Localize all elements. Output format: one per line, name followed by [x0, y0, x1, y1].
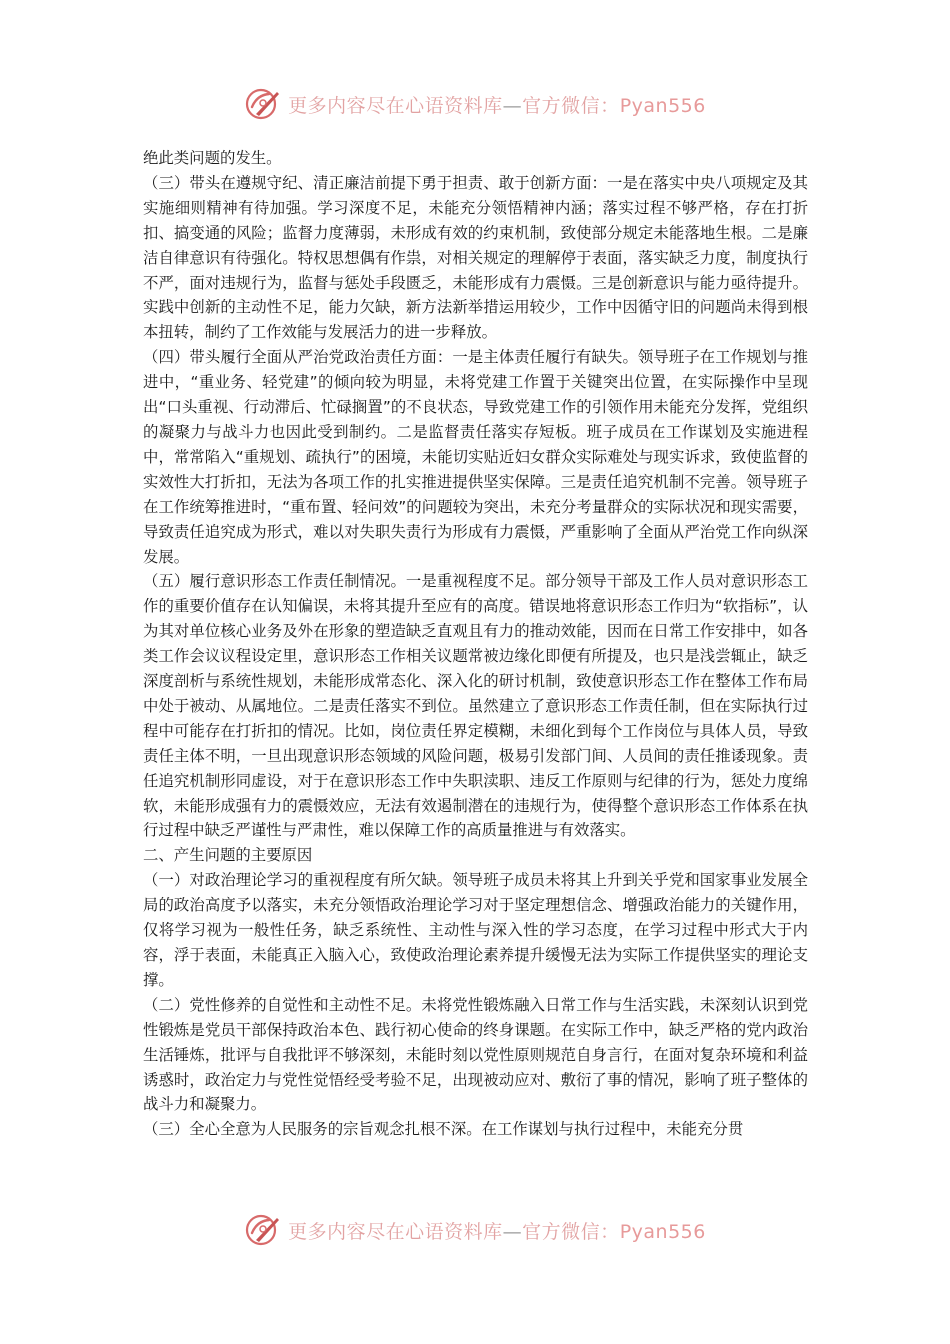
- document-body: [143, 146, 808, 1142]
- banner-separator: —: [502, 94, 523, 117]
- header-banner: [0, 84, 950, 124]
- footer-banner: [0, 1210, 950, 1250]
- paragraph: （二）党性修养的自觉性和主动性不足。未将党性锻炼融入日常工作与生活实践，未深刻认识到党性锻炼是党员干部保持政治本色、践行初心使命的终身课题。在实际工作中，缺乏严格的党内政治生活锤炼，批评与自我批评不够深刻，未能时刻以党性原则规范自身言行，在面对复杂环境和利益诱惑时，政治定力与党性觉悟经受考验不足，出现被动应对、敷衍了事的情况，影响了班子整体的战斗力和凝聚力。: [143, 995, 808, 1114]
- section-heading: 二、产生问题的主要原因: [143, 846, 313, 865]
- paragraph: （三）全心全意为人民服务的宗旨观念扎根不深。在工作谋划与执行过程中，未能充分贯: [143, 1120, 744, 1139]
- banner-wechat-handle: Pyan556: [619, 1220, 706, 1243]
- paragraph: （一）对政治理论学习的重视程度有所欠缺。领导班子成员未将其上升到关乎党和国家事业发展全局的政治高度予以落实，未充分领悟政治理论学习对于坚定理想信念、增强政治能力的关键作用，仅将学习视为一般性任务，缺乏系统性、主动性与深入性的学习态度，在学习过程中形式大于内容，浮于表面，未能真正入脑入心，致使政治理论素养提升缓慢无法为实际工作提供坚实的理论支撑。: [143, 871, 808, 989]
- banner-site-name: 更多内容尽在心语资料库: [288, 94, 503, 117]
- paragraph: （四）带头履行全面从严治党政治责任方面：一是主体责任履行有缺失。领导班子在工作规划与推进中，“重业务、轻党建”的倾向较为明显，未将党建工作置于关键突出位置，在实际操作中呈现出“口头重视、行动滞后、忙碌搁置”的不良状态，导致党建工作的引领作用未能充分发挥，党组织的凝聚力与战斗力也因此受到制约。二是监督责任落实存短板。班子成员在工作谋划及实施进程中，常常陷入“重规划、疏执行”的困境，未能切实贴近妇女群众实际难处与现实诉求，致使监督的实效性大打折扣，无法为各项工作的扎实推进提供坚实保障。三是责任追究机制不完善。领导班子在工作统筹推进时，“重布置、轻问效”的问题较为突出，未充分考量群众的实际状况和现实需要，导致责任追究成为形式，难以对失职失责行为形成有力震慑，严重影响了全面从严治党工作向纵深发展。: [143, 348, 808, 566]
- banner-text: [288, 1217, 706, 1244]
- paragraph: （五）履行意识形态工作责任制情况。一是重视程度不足。部分领导干部及工作人员对意识形态工作的重要价值存在认知偏误，未将其提升至应有的高度。错误地将意识形态工作归为“软指标”，认为其对单位核心业务及外在形象的塑造缺乏直观且有力的推动效能，因而在日常工作安排中，如各类工作会议议程设定里，意识形态工作相关议题常被边缘化即便有所提及，也只是浅尝辄止，缺乏深度剖析与系统性规划，未能形成常态化、深入化的研讨机制，致使意识形态工作在整体工作布局中处于被动、从属地位。二是责任落实不到位。虽然建立了意识形态工作责任制，但在实际执行过程中可能存在打折扣的情况。比如，岗位责任界定模糊，未细化到每个工作岗位与具体人员，导致责任主体不明，一旦出现意识形态领域的风险问题，极易引发部门间、人员间的责任推诿现象。责任追究机制形同虚设，对于在意识形态工作中失职渎职、违反工作原则与纪律的行为，惩处力度绵软，未能形成强有力的震慑效应，无法有效遏制潜在的违规行为，使得整个意识形态工作体系在执行过程中缺乏严谨性与严肃性，难以保障工作的高质量推进与有效落实。: [143, 572, 808, 840]
- banner-site-name: 更多内容尽在心语资料库: [288, 1220, 503, 1243]
- pen-logo-icon: [244, 1212, 282, 1248]
- banner-wechat-label: 官方微信：: [522, 94, 620, 117]
- banner-text: [288, 91, 706, 118]
- paragraph: 绝此类问题的发生。: [143, 149, 282, 167]
- banner-wechat-handle: Pyan556: [619, 94, 706, 117]
- banner-wechat-label: 官方微信：: [522, 1220, 620, 1243]
- paragraph: （三）带头在遵规守纪、清正廉洁前提下勇于担责、敢于创新方面：一是在落实中央八项规定及其实施细则精神有待加强。学习深度不足，未能充分领悟精神内涵；落实过程不够严格，存在打折扣、搞变通的风险；监督力度薄弱，未形成有效的约束机制，致使部分规定未能落地生根。二是廉洁自律意识有待强化。特权思想偶有作祟，对相关规定的理解停于表面，落实缺乏力度，制度执行不严，面对违规行为，监督与惩处手段匮乏，未能形成有力震慑。三是创新意识与能力亟待提升。实践中创新的主动性不足，能力欠缺，新方法新举措运用较少，工作中因循守旧的问题尚未得到根本扭转，制约了工作效能与发展活力的进一步释放。: [143, 173, 808, 342]
- pen-logo-icon: [244, 86, 282, 122]
- banner-separator: —: [502, 1220, 523, 1243]
